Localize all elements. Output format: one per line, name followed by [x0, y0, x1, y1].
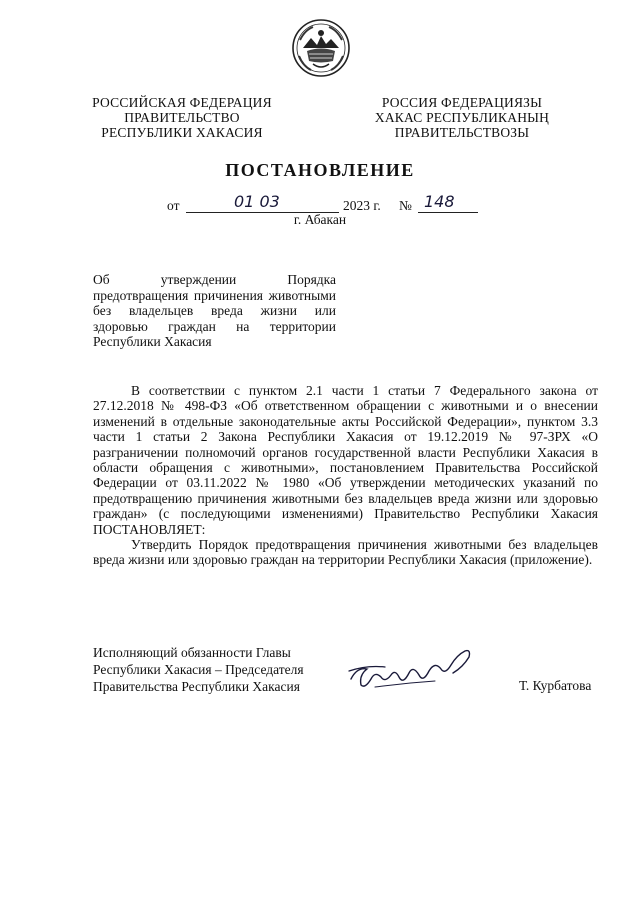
handwritten-signature-icon: [345, 645, 485, 695]
year-label: 2023 г.: [343, 198, 381, 213]
coat-of-arms-icon: [291, 18, 351, 78]
signatory-position-line: Республики Хакасия – Председателя: [93, 662, 304, 677]
document-title: ПОСТАНОВЛЕНИЕ: [225, 160, 415, 180]
signatory-position: [93, 644, 304, 695]
handwritten-number: 148: [424, 192, 455, 211]
body-paragraph: В соответствии с пунктом 2.1 части 1 статьи 7 Федерального закона от 27.12.2018 № 498-ФЗ «Об ответственном обращении с животными и о внесении изменений в отдельные законодательные акты Российской Федерации», пунктом 3.3 части 1 статьи 2 Закона Республики Хакасия от 19.12.2019 № 97-ЗРХ «О разграничении полномочий органов государственной власти Республики Хакасия в области обращения с животными», постановлением Правительства Российской Федерации от 03.11.2022 № 1980 «Об утверждении методических указаний по предотвращению причинения животными без владельцев вреда жизни или здоровью граждан» (с последующими изменениями) Правительство Республики Хакасия ПОСТАНОВЛЯЕТ:: [93, 383, 598, 537]
date-field: [186, 192, 339, 213]
header-right-line: РОССИЯ ФЕДЕРАЦИЯЗЫ: [381, 95, 543, 110]
header-left-block: [92, 95, 272, 140]
header-right-line: ХАКАС РЕСПУБЛИКАНЫҢ: [374, 110, 550, 125]
signatory-name: Т. Курбатова: [519, 678, 592, 693]
body-paragraph: Утвердить Порядок предотвращения причинения животными без владельцев вреда жизни или здоровью граждан на территории Республики Хакасия (приложение).: [93, 537, 598, 568]
handwritten-date: 01 03: [234, 192, 280, 211]
header-left-line: РЕСПУБЛИКИ ХАКАСИЯ: [101, 125, 263, 140]
number-field: [418, 192, 478, 213]
document-subject: Об утверждении Порядка предотвращения причинения животными без владельцев вреда жизни или здоровью граждан на территории Республики Хакасия: [93, 272, 336, 350]
city-label: г. Абакан: [293, 212, 347, 227]
document-body: [93, 383, 598, 568]
header-left-line: РОССИЙСКАЯ ФЕДЕРАЦИЯ: [92, 95, 272, 110]
date-prefix: от: [167, 198, 180, 213]
signatory-position-line: Исполняющий обязанности Главы: [93, 645, 291, 660]
header-left-line: ПРАВИТЕЛЬСТВО: [124, 110, 240, 125]
number-label: №: [399, 198, 412, 213]
header-right-block: [372, 95, 552, 140]
header-right-line: ПРАВИТЕЛЬСТВОЗЫ: [394, 125, 530, 140]
signatory-position-line: Правительства Республики Хакасия: [93, 679, 300, 694]
